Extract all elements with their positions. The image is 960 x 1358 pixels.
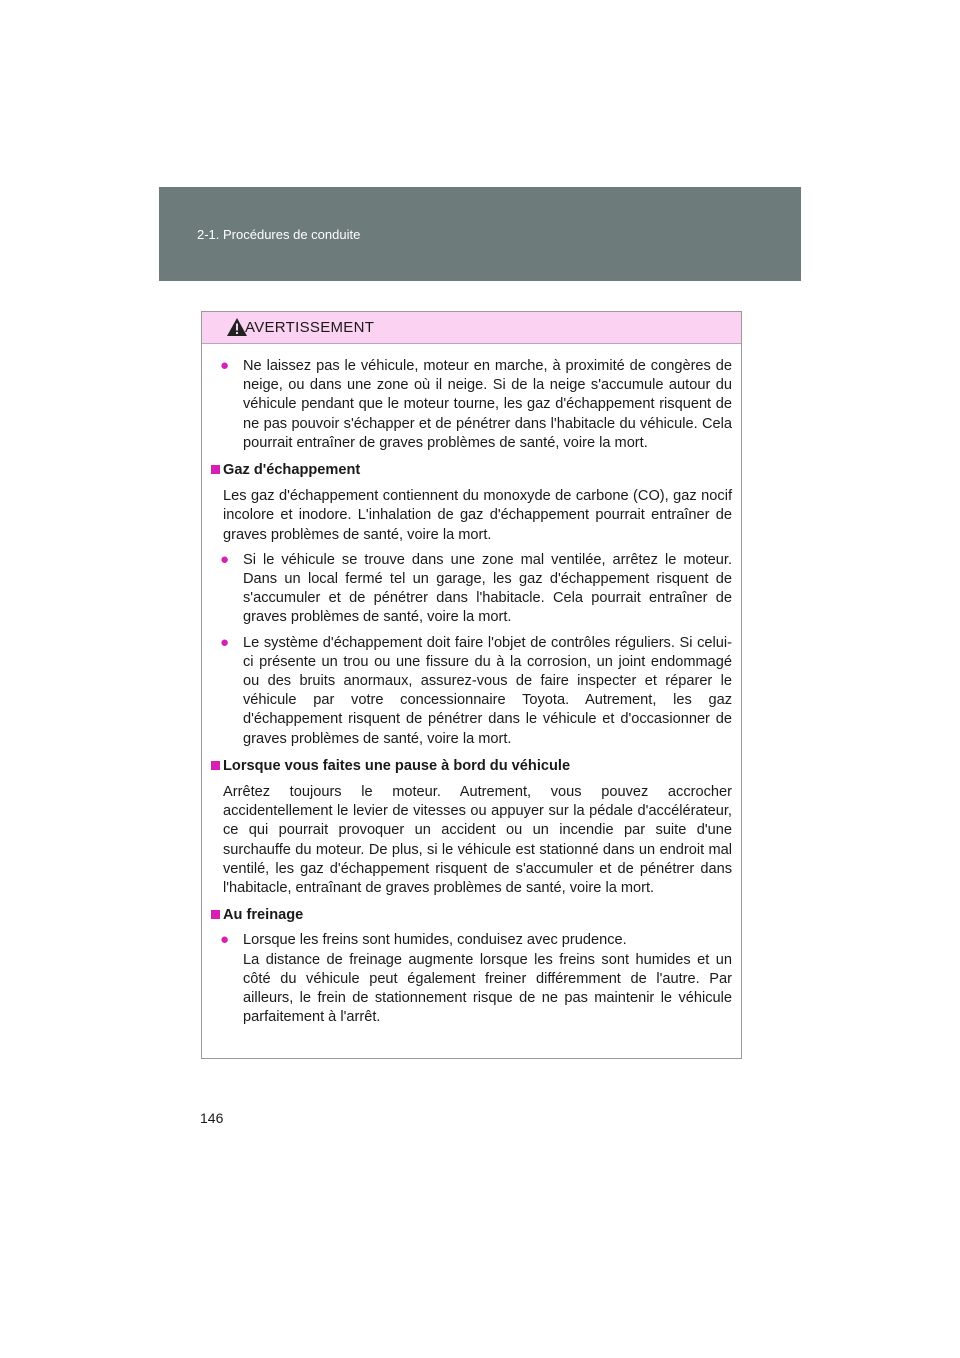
subheading	[211, 906, 732, 925]
list-item	[220, 931, 732, 1027]
subheading-text: Lorsque vous faites une pause à bord du véhicule	[223, 757, 571, 774]
warning-title: AVERTISSEMENT	[245, 319, 375, 336]
subheading	[211, 461, 732, 480]
list-item	[220, 357, 732, 453]
paragraph: Arrêtez toujours le moteur. Autrement, vous pouvez accrocher accidentellement le levier de vitesses ou appuyer sur la pédale d'accélérateur, ce qui pourrait provoquer un accident ou un incendie par suite d'une surchauffe du moteur. De plus, si le véhicule est stationné dans un endroit mal ventilé, les gaz d'échappement risquent de s'accumuler et de pénétrer dans l'habitacle, entraînant de graves problèmes de santé, voire la mort.	[223, 784, 732, 897]
warning-header	[202, 312, 741, 344]
subheading	[211, 757, 732, 776]
subheading-text: Gaz d'échappement	[223, 462, 361, 479]
square-bullet-icon	[211, 910, 220, 919]
warning-box	[201, 311, 742, 1059]
bullet-dot-icon: ●	[220, 357, 230, 374]
section-header-band	[159, 187, 801, 281]
bullet-text: Si le véhicule se trouve dans une zone mal ventilée, arrêtez le moteur. Dans un local fermé tel un garage, les gaz d'échappement risquent de s'accumuler et de pénétrer dans l'habitacle. Cela pourrait entraîner de graves problèmes de santé, voire la mort.	[243, 551, 732, 626]
paragraph: Les gaz d'échappement contiennent du monoxyde de carbone (CO), gaz nocif incolore et inodore. L'inhalation de gaz d'échappement pourrait entraîner de graves problèmes de santé, voire la mort.	[223, 488, 732, 543]
bullet-text: Le système d'échappement doit faire l'objet de contrôles réguliers. Si celui-ci présente un trou ou une fissure du à la corrosion, un joint endommagé ou des bruits anormaux, assurez-vous de faire inspecter et réparer le véhicule par votre concessionnaire Toyota. Autrement, les gaz d'échappement risquent de pénétrer dans le véhicule et d'occasionner de graves problèmes de santé, voire la mort.	[243, 634, 732, 747]
warning-content	[202, 344, 741, 1028]
bullet-text: Ne laissez pas le véhicule, moteur en marche, à proximité de congères de neige, ou dans une zone où il neige. Si de la neige s'accumule autour du véhicule pendant que le moteur tourne, les gaz d'échappement risquent de ne pas pouvoir s'échapper et de pénétrer dans l'habitacle du véhicule. Cela pourrait entraîner de graves problèmes de santé, voire la mort.	[243, 358, 732, 451]
list-item	[220, 634, 732, 749]
bullet-dot-icon: ●	[220, 931, 230, 949]
bullet-dot-icon: ●	[220, 633, 230, 651]
subheading-text: Au freinage	[223, 907, 304, 924]
bullet-dot-icon: ●	[220, 550, 230, 568]
page-number: 146	[200, 1110, 224, 1126]
square-bullet-icon	[211, 465, 220, 474]
section-title: 2-1. Procédures de conduite	[197, 227, 361, 242]
list-item	[220, 551, 732, 628]
square-bullet-icon	[211, 761, 220, 770]
bullet-text: Lorsque les freins sont humides, conduisez avec prudence.	[243, 932, 627, 949]
bullet-continuation-text: La distance de freinage augmente lorsque les freins sont humides et un côté du véhicule peut également freiner différemment de l'autre. Par ailleurs, le frein de stationnement risque de ne pas maintenir le véhicule parfaitement à l'arrêt.	[243, 951, 732, 1026]
